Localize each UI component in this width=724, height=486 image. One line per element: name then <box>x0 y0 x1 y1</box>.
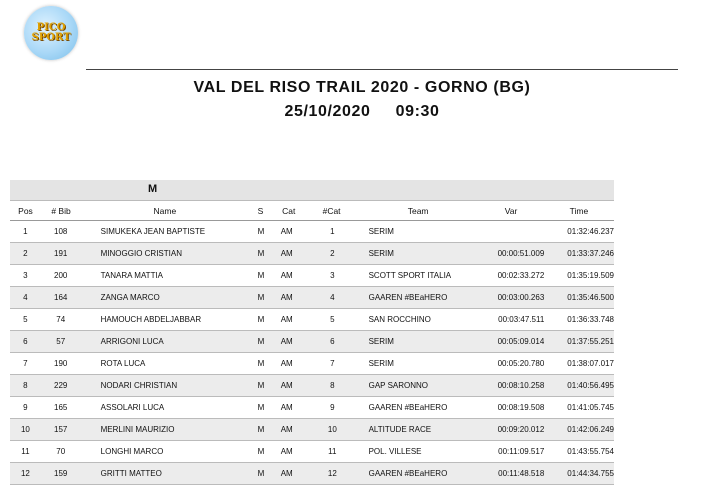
cell-time: 01:35:19.509 <box>567 271 615 280</box>
cell-bib: 157 <box>54 425 68 434</box>
cell-bib: 229 <box>54 381 68 390</box>
cell-bib: 159 <box>54 469 68 478</box>
cell-team: GAP SARONNO <box>368 381 429 390</box>
cell-name: LONGHI MARCO <box>100 447 164 456</box>
logo-line-2: SPORT <box>31 32 71 43</box>
cell-var: 00:03:00.263 <box>497 293 545 302</box>
cell-cat: AM <box>280 447 293 456</box>
cell-team: GAAREN #BEaHERO <box>368 469 448 478</box>
cell-name: ROTA LUCA <box>100 359 146 368</box>
cell-cat-rank: 11 <box>328 447 337 456</box>
cell-var: 00:05:09.014 <box>497 337 545 346</box>
cell-name: TANARA MATTIA <box>100 271 164 280</box>
cell-var: 00:08:19.508 <box>497 403 545 412</box>
cell-cat: AM <box>280 403 293 412</box>
table-row <box>10 353 614 375</box>
col-var: Var <box>504 205 518 216</box>
table-row <box>10 287 614 309</box>
cell-time: 01:41:05.745 <box>567 403 615 412</box>
cell-sex: M <box>257 227 265 236</box>
cell-cat-rank: 4 <box>330 293 335 302</box>
cell-time: 01:32:46.237 <box>567 227 615 236</box>
cell-name: NODARI CHRISTIAN <box>100 381 178 390</box>
cell-bib: 70 <box>56 447 66 456</box>
cell-var: 00:08:10.258 <box>497 381 545 390</box>
pico-sport-logo <box>24 6 78 60</box>
event-time: 09:30 <box>395 103 440 120</box>
cell-pos: 9 <box>23 403 28 412</box>
cell-name: HAMOUCH ABDELJABBAR <box>100 315 202 324</box>
cell-bib: 74 <box>56 315 66 324</box>
cell-pos: 5 <box>23 315 28 324</box>
cell-time: 01:33:37.246 <box>567 249 615 258</box>
cell-var: 00:05:20.780 <box>497 359 545 368</box>
cell-sex: M <box>257 403 265 412</box>
cell-bib: 57 <box>56 337 66 346</box>
cell-cat-rank: 3 <box>330 271 335 280</box>
cell-cat-rank: 10 <box>327 425 337 434</box>
cell-sex: M <box>257 249 265 258</box>
cell-bib: 164 <box>54 293 68 302</box>
table-body <box>10 221 614 485</box>
col-time: Time <box>569 205 589 216</box>
results-table <box>10 180 614 485</box>
col-cat-rank: #Cat <box>322 205 341 216</box>
cell-pos: 11 <box>21 447 30 456</box>
event-datetime <box>0 103 724 121</box>
cell-var: 00:09:20.012 <box>497 425 545 434</box>
cell-cat-rank: 6 <box>330 337 335 346</box>
cell-name: ZANGA MARCO <box>100 293 160 302</box>
cell-time: 01:36:33.748 <box>567 315 615 324</box>
table-row <box>10 441 614 463</box>
cell-bib: 191 <box>54 249 68 258</box>
cell-bib: 190 <box>54 359 68 368</box>
cell-cat-rank: 1 <box>330 227 335 236</box>
table-row <box>10 309 614 331</box>
cell-pos: 1 <box>23 227 28 236</box>
cell-cat: AM <box>280 249 293 258</box>
header-rule <box>86 69 678 70</box>
col-name: Name <box>153 205 177 216</box>
table-row <box>10 397 614 419</box>
table-row <box>10 419 614 441</box>
cell-name: GRITTI MATTEO <box>100 469 162 478</box>
cell-cat-rank: 9 <box>330 403 335 412</box>
cell-sex: M <box>257 359 265 368</box>
cell-pos: 2 <box>23 249 28 258</box>
cell-cat-rank: 7 <box>330 359 335 368</box>
cell-team: SAN ROCCHINO <box>368 315 431 324</box>
cell-team: SCOTT SPORT ITALIA <box>368 271 452 280</box>
cell-time: 01:42:06.249 <box>567 425 615 434</box>
table-row <box>10 375 614 397</box>
cell-var: 00:11:09.517 <box>498 447 545 456</box>
cell-time: 01:37:55.251 <box>567 337 615 346</box>
cell-name: ASSOLARI LUCA <box>100 403 165 412</box>
cell-name: MERLINI MAURIZIO <box>100 425 175 434</box>
col-cat: Cat <box>282 205 296 216</box>
cell-team: ALTITUDE RACE <box>368 425 432 434</box>
col-sex: S <box>257 205 264 216</box>
cell-pos: 4 <box>23 293 28 302</box>
cell-cat: AM <box>280 359 293 368</box>
cell-pos: 7 <box>23 359 28 368</box>
table-row <box>10 463 614 485</box>
cell-team: SERIM <box>368 249 394 258</box>
cell-cat-rank: 2 <box>330 249 335 258</box>
column-header-row <box>10 201 614 221</box>
cell-cat: AM <box>280 293 293 302</box>
cell-var: 00:03:47.511 <box>498 315 545 324</box>
cell-cat-rank: 8 <box>330 381 335 390</box>
cell-cat: AM <box>280 271 293 280</box>
cell-cat: AM <box>280 381 293 390</box>
cell-sex: M <box>257 271 265 280</box>
page-title: VAL DEL RISO TRAIL 2020 - GORNO (BG) <box>193 79 531 96</box>
cell-name: ARRIGONI LUCA <box>100 337 164 346</box>
cell-time: 01:35:46.500 <box>567 293 615 302</box>
cell-pos: 12 <box>20 469 30 478</box>
cell-cat-rank: 12 <box>327 469 337 478</box>
logo-line-1: PICO <box>36 22 66 33</box>
cell-team: SERIM <box>368 227 394 236</box>
cell-sex: M <box>257 425 265 434</box>
event-date: 25/10/2020 <box>284 103 371 120</box>
cell-sex: M <box>257 447 265 456</box>
group-header <box>10 180 614 201</box>
col-pos: Pos <box>18 205 33 216</box>
table-row <box>10 243 614 265</box>
cell-name: SIMUKEKA JEAN BAPTISTE <box>100 227 206 236</box>
cell-sex: M <box>257 469 265 478</box>
cell-cat: AM <box>280 315 293 324</box>
cell-bib: 200 <box>54 271 68 280</box>
cell-bib: 165 <box>54 403 68 412</box>
cell-var: 00:00:51.009 <box>497 249 545 258</box>
cell-team: GAAREN #BEaHERO <box>368 293 448 302</box>
cell-sex: M <box>257 315 265 324</box>
group-label: M <box>148 183 158 195</box>
cell-bib: 108 <box>54 227 68 236</box>
cell-team: SERIM <box>368 337 394 346</box>
cell-cat: AM <box>280 425 293 434</box>
cell-name: MINOGGIO CRISTIAN <box>100 249 182 258</box>
col-team: Team <box>407 205 429 216</box>
cell-pos: 3 <box>23 271 28 280</box>
table-row <box>10 221 614 243</box>
cell-pos: 6 <box>23 337 28 346</box>
cell-team: POL. VILLESE <box>368 447 422 456</box>
cell-cat: AM <box>280 469 293 478</box>
col-bib: # Bib <box>51 205 71 216</box>
cell-time: 01:43:55.754 <box>567 447 615 456</box>
cell-var: 00:11:48.518 <box>498 469 545 478</box>
cell-team: SERIM <box>368 359 394 368</box>
cell-var: 00:02:33.272 <box>497 271 545 280</box>
cell-sex: M <box>257 337 265 346</box>
cell-pos: 10 <box>20 425 30 434</box>
table-row <box>10 265 614 287</box>
cell-sex: M <box>257 293 265 302</box>
cell-team: GAAREN #BEaHERO <box>368 403 448 412</box>
cell-cat-rank: 5 <box>330 315 335 324</box>
cell-cat: AM <box>280 227 293 236</box>
cell-sex: M <box>257 381 265 390</box>
cell-pos: 8 <box>23 381 28 390</box>
cell-time: 01:38:07.017 <box>567 359 615 368</box>
cell-time: 01:40:56.495 <box>567 381 615 390</box>
table-row <box>10 331 614 353</box>
cell-cat: AM <box>280 337 293 346</box>
cell-time: 01:44:34.755 <box>567 469 615 478</box>
